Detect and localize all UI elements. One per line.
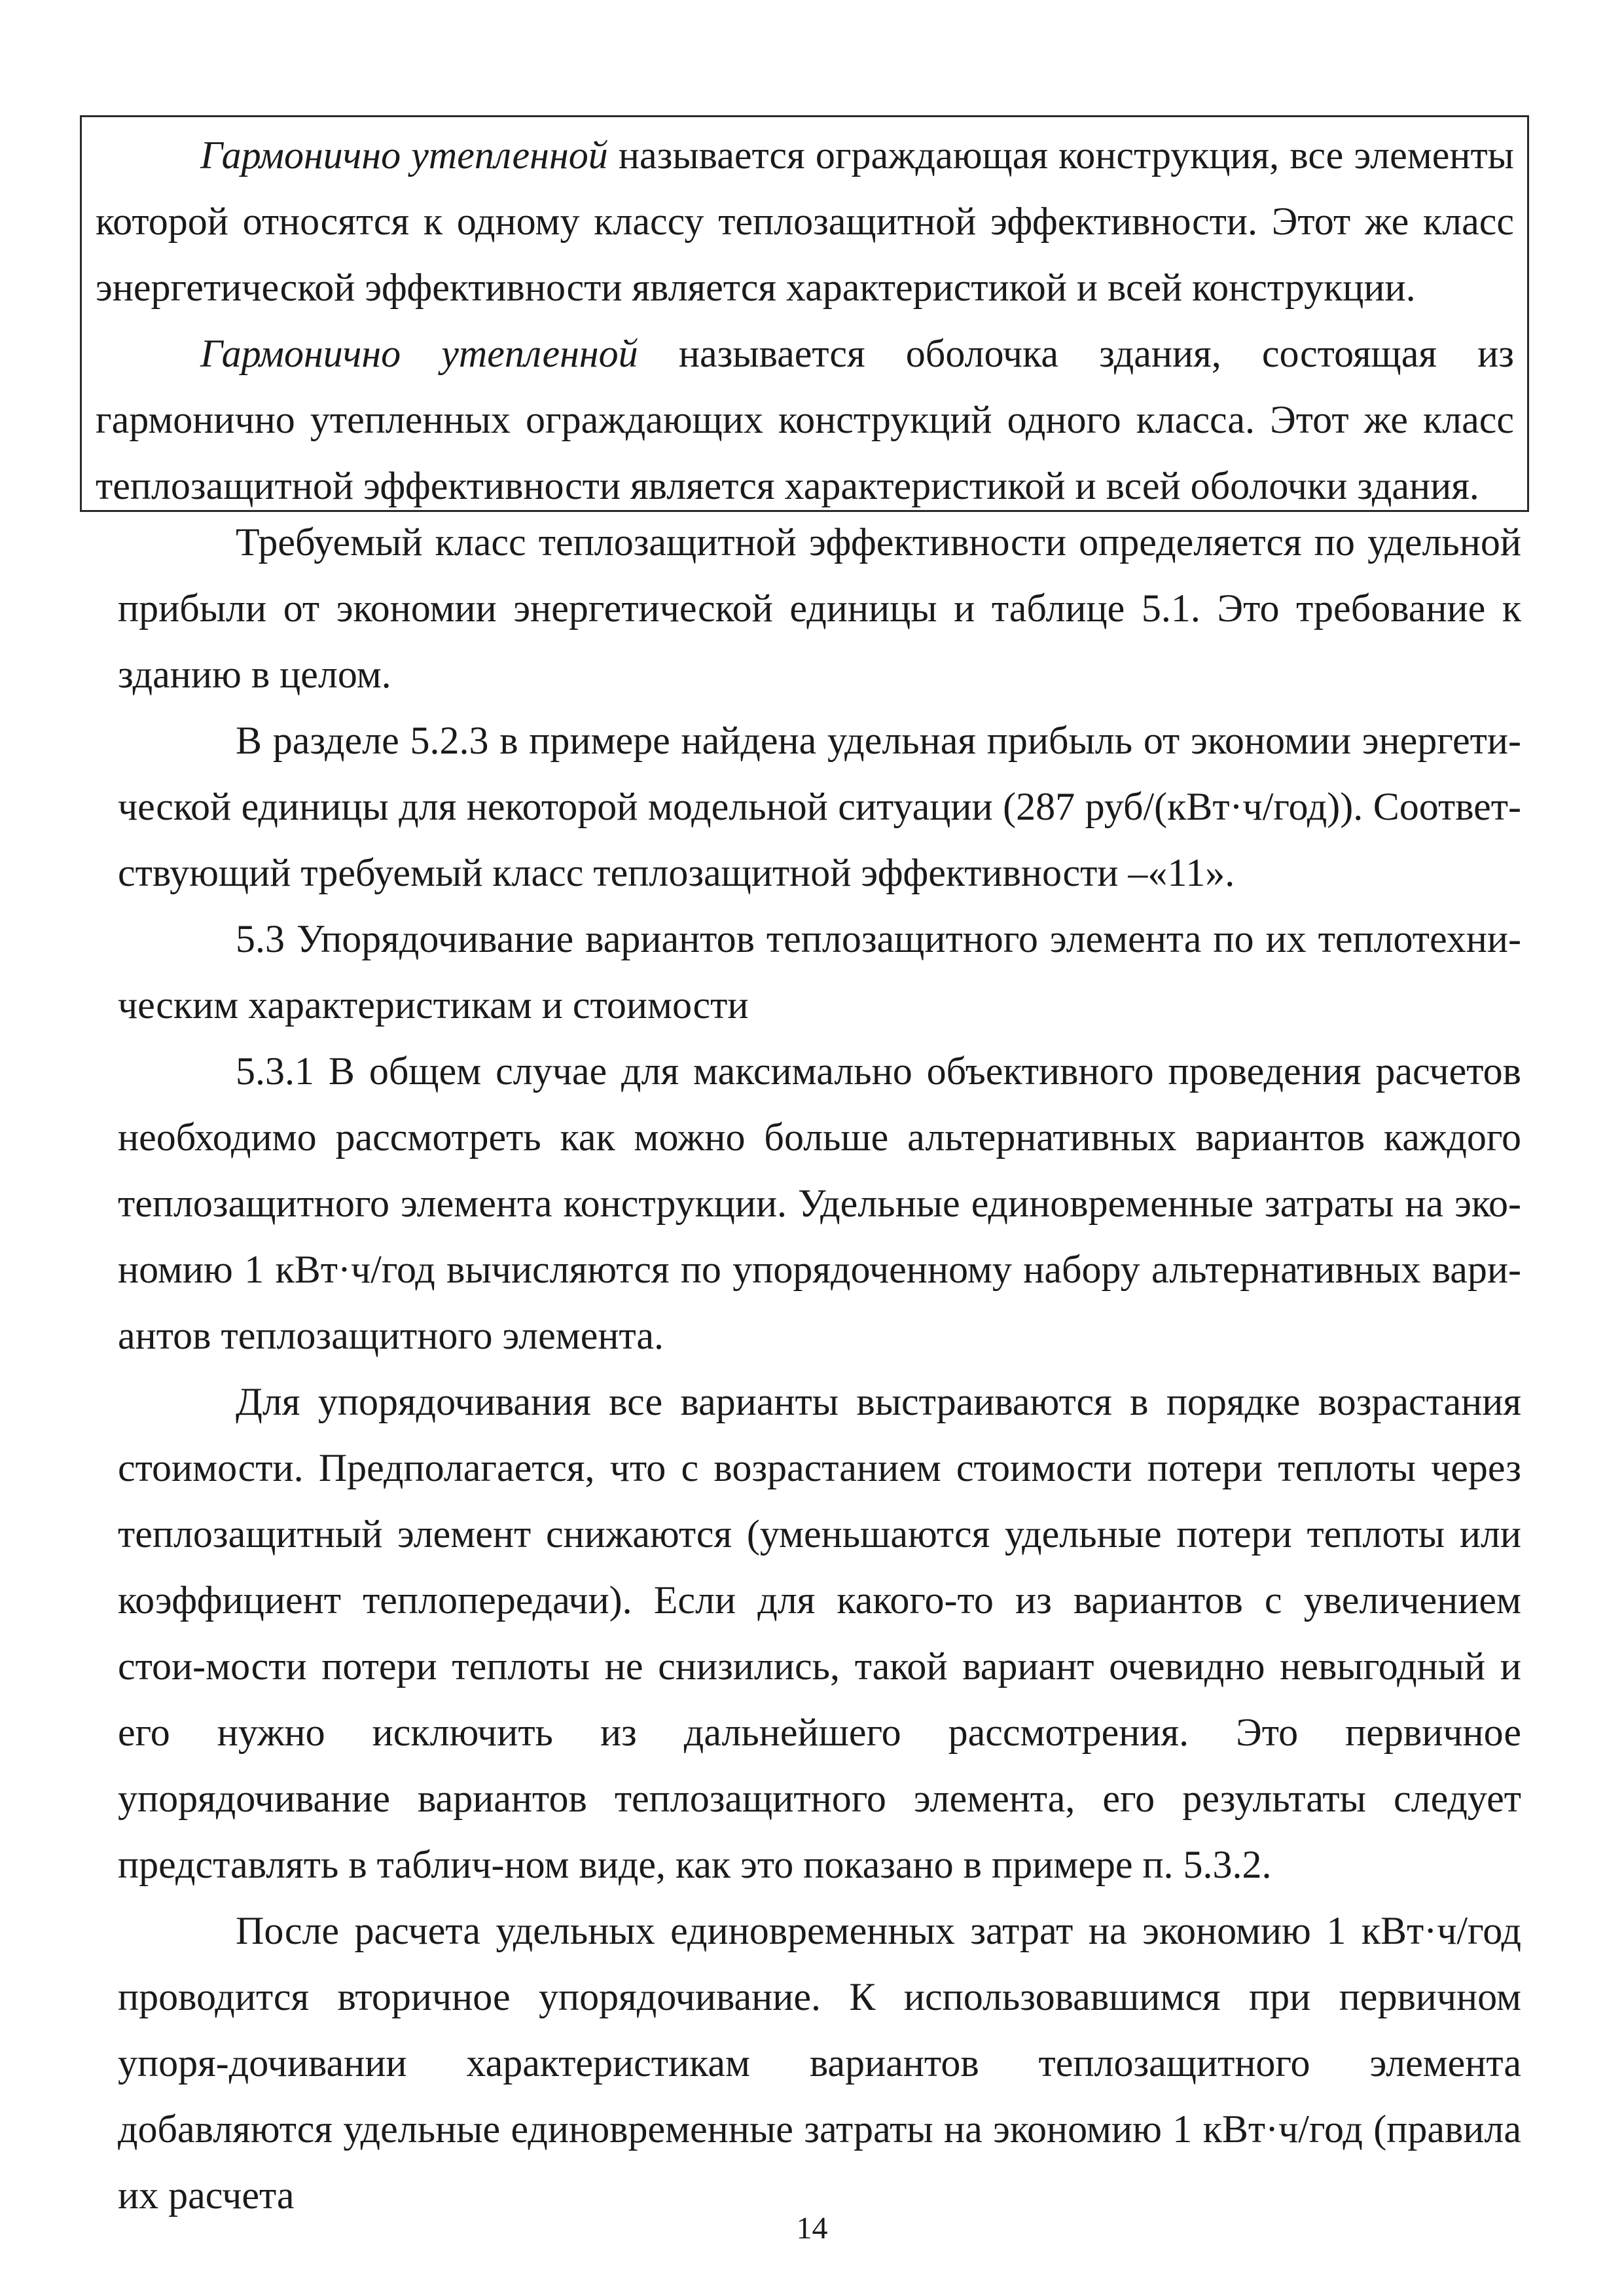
paragraph-5-3-1: 5.3.1 В общем случае для максимально объективного проведения расчетов необходимо рассмотреть как можно больше альтернативных вариантов каждого теплозащитного элемента конструкции. Удельные единовременные затраты на эко-номию 1 кВт·ч/год вычисляются по упорядоченному набору альтернативных вари-антов теплозащитного элемента.: [118, 1049, 1521, 1357]
definition-term-1: Гармонично утепленной: [200, 134, 608, 177]
definition-term-2: Гармонично утепленной: [200, 332, 638, 375]
body-text: [118, 509, 1521, 2229]
page-number: 14: [796, 2211, 828, 2246]
section-heading-5-3: 5.3 Упорядочивание вариантов теплозащитного элемента по их теплотехни-ческим характеристикам и стоимости: [118, 917, 1521, 1027]
paragraph-section-523-example: В разделе 5.2.3 в примере найдена удельная прибыль от экономии энергети-ческой единицы для некоторой модельной ситуации (287 руб/(кВт·ч/год)). Соответ-ствующий требуемый класс теплозащитной эффективности –«11».: [118, 719, 1521, 894]
paragraph-required-class: Требуемый класс теплозащитной эффективности определяется по удельной прибыли от экономии энергетической единицы и таблице 5.1. Это требование к зданию в целом.: [118, 520, 1521, 696]
paragraph-secondary-ordering: После расчета удельных единовременных затрат на экономию 1 кВт·ч/год проводится вторичное упорядочивание. К использовавшимся при первичном упоря-дочивании характеристикам вариантов теплозащитного элемента добавляются удельные единовременные затраты на экономию 1 кВт·ч/год (правила их расчета: [118, 1909, 1521, 2217]
definition-paragraph-1: [96, 122, 1514, 321]
definition-paragraph-2: [96, 321, 1514, 519]
definition-text-1: называется ограждающая конструкция, все элементы которой относятся к одному классу теплозащитной эффективности. Этот же класс энергетической эффективности является характеристикой и всей конструкции.: [96, 134, 1514, 309]
definitions-box: [80, 115, 1529, 512]
paragraph-ordering: Для упорядочивания все варианты выстраиваются в порядке возрастания стоимости. Предполагается, что с возрастанием стоимости потери теплоты через теплозащитный элемент снижаются (уменьшаются удельные потери теплоты или коэффициент теплопередачи). Если для какого-то из вариантов с увеличением стои-мости потери теплоты не снизились, такой вариант очевидно невыгодный и его нужно исключить из дальнейшего рассмотрения. Это первичное упорядочивание вариантов теплозащитного элемента, его результаты следует представлять в таблич-ном виде, как это показано в примере п. 5.3.2.: [118, 1380, 1521, 1886]
definition-text-2: называется оболочка здания, состоящая из гармонично утепленных ограждающих конструкций одного класса. Этот же класс теплозащитной эффективности является характеристикой и всей оболочки здания.: [96, 332, 1514, 507]
